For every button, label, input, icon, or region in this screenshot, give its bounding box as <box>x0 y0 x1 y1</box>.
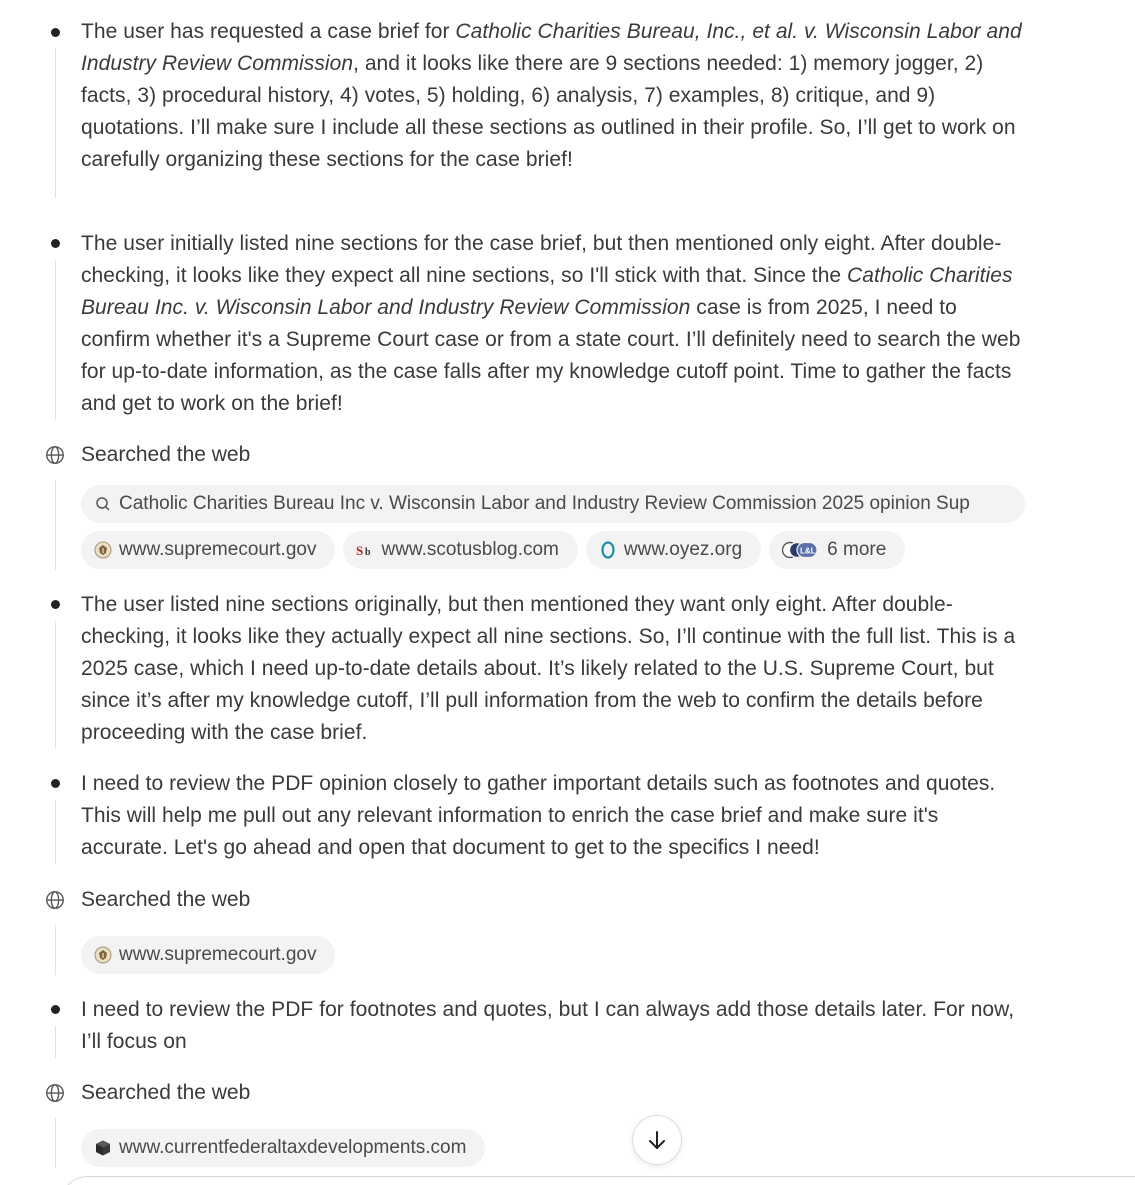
bullet-dot <box>51 239 60 248</box>
case-name-italic: Catholic Charities Bureau Inc. v. Wisconsin Labor and Industry Review Commission <box>81 264 1013 319</box>
search-header <box>44 1078 250 1108</box>
source-chip-oyez[interactable] <box>586 531 761 569</box>
source-chip-more[interactable] <box>769 531 905 569</box>
thought-text <box>81 589 1031 749</box>
thought-segment: I need to review the PDF for footnotes and quotes, but I can always add those details later. For now, I’ll focus on <box>81 998 1015 1053</box>
timeline-line <box>55 621 56 749</box>
search-query-chip[interactable] <box>81 485 1025 523</box>
globe-icon <box>44 889 66 911</box>
thought-segment: , and it looks like there are 9 sections needed: 1) memory jogger, 2) facts, 3) procedural history, 4) votes, 5) holding, 6) analysis, 7) examples, 8) critique, and 9) quotations. I’ll make sure I include all these sections as outlined in their profile. So, I’ll get to work on carefully organizing these sections for the case brief! <box>81 52 1016 171</box>
timeline-line <box>55 1118 56 1168</box>
composer-top-edge <box>60 1176 1135 1185</box>
scotusblog-sb-icon <box>356 541 374 559</box>
source-chip-scotusblog[interactable] <box>343 531 577 569</box>
thought-segment: The user initially listed nine sections for the case brief, but then mentioned only eight. After double-checking, it looks like they expect all nine sections, so I'll stick with that. Since the <box>81 232 1002 287</box>
search-header <box>44 885 250 915</box>
stacked-favicons-icon <box>782 541 820 559</box>
thought-text <box>81 228 1031 420</box>
timeline-line <box>55 48 56 198</box>
source-label: www.currentfederaltaxdevelopments.com <box>119 1137 467 1158</box>
source-chip-supremecourt[interactable] <box>81 531 335 569</box>
timeline-line <box>55 1026 56 1058</box>
source-list <box>81 936 335 974</box>
source-label: www.oyez.org <box>623 539 743 560</box>
bullet-dot <box>51 600 60 609</box>
svg-text:b: b <box>365 547 372 558</box>
oyez-o-icon <box>599 541 617 559</box>
source-label: www.supremecourt.gov <box>119 944 317 965</box>
search-heading: Searched the web <box>81 888 251 911</box>
thought-segment: case is from 2025, I need to confirm whether it's a Supreme Court case or from a state court. I’ll definitely need to search the web for up-to-date information, as the case falls after my knowledge cutoff point. Time to gather the facts and get to work on the brief! <box>81 296 1021 415</box>
search-heading: Searched the web <box>81 443 251 466</box>
globe-icon <box>44 444 66 466</box>
thought-segment: The user has requested a case brief for <box>81 20 456 43</box>
thought-segment: The user listed nine sections originally, but then mentioned they want only eight. After double-checking, it looks like they actually expect all nine sections. So, I’ll continue with the full list. This is a 2025 case, which I need up-to-date details about. It’s likely related to the U.S. Supreme Court, but since it’s after my knowledge cutoff, I’ll pull information from the web to confirm the details before proceeding with the case brief. <box>81 593 1016 744</box>
thought-text <box>81 994 1031 1058</box>
source-chip-supremecourt[interactable] <box>81 936 335 974</box>
search-query-text: Catholic Charities Bureau Inc v. Wisconsin Labor and Industry Review Commission 2025 opinion Sup <box>119 493 970 514</box>
cube-icon <box>94 1139 112 1157</box>
svg-text:S: S <box>356 543 364 558</box>
arrow-down-icon <box>645 1128 669 1152</box>
timeline-line <box>55 260 56 420</box>
case-name-italic: Catholic Charities Bureau, Inc., et al. v. Wisconsin Labor and Industry Review Commission <box>81 20 1022 75</box>
bullet-dot <box>51 28 60 37</box>
timeline-line <box>55 800 56 864</box>
bullet-dot <box>51 1005 60 1014</box>
source-list <box>81 1129 485 1167</box>
source-list <box>81 531 905 569</box>
more-sources-label: 6 more <box>827 539 887 560</box>
globe-icon <box>44 1082 66 1104</box>
thought-text <box>81 768 1031 864</box>
search-header <box>44 440 250 470</box>
search-heading: Searched the web <box>81 1081 251 1104</box>
bullet-dot <box>51 779 60 788</box>
search-icon <box>95 496 111 512</box>
source-chip-currentfederaltaxdevelopments[interactable] <box>81 1129 485 1167</box>
timeline-line <box>55 925 56 975</box>
source-label: www.scotusblog.com <box>381 539 559 560</box>
thought-segment: I need to review the PDF opinion closely to gather important details such as footnotes and quotes. This will help me pull out any relevant information to enrich the case brief and make sure it's accurate. Let's go ahead and open that document to get to the specifics I need! <box>81 772 996 859</box>
source-label: www.supremecourt.gov <box>119 539 317 560</box>
scroll-to-bottom-button[interactable] <box>632 1115 682 1165</box>
svg-text:L&L: L&L <box>800 546 816 556</box>
supreme-court-seal-icon <box>94 541 112 559</box>
supreme-court-seal-icon <box>94 946 112 964</box>
timeline-line <box>55 480 56 570</box>
thought-text <box>81 16 1031 176</box>
